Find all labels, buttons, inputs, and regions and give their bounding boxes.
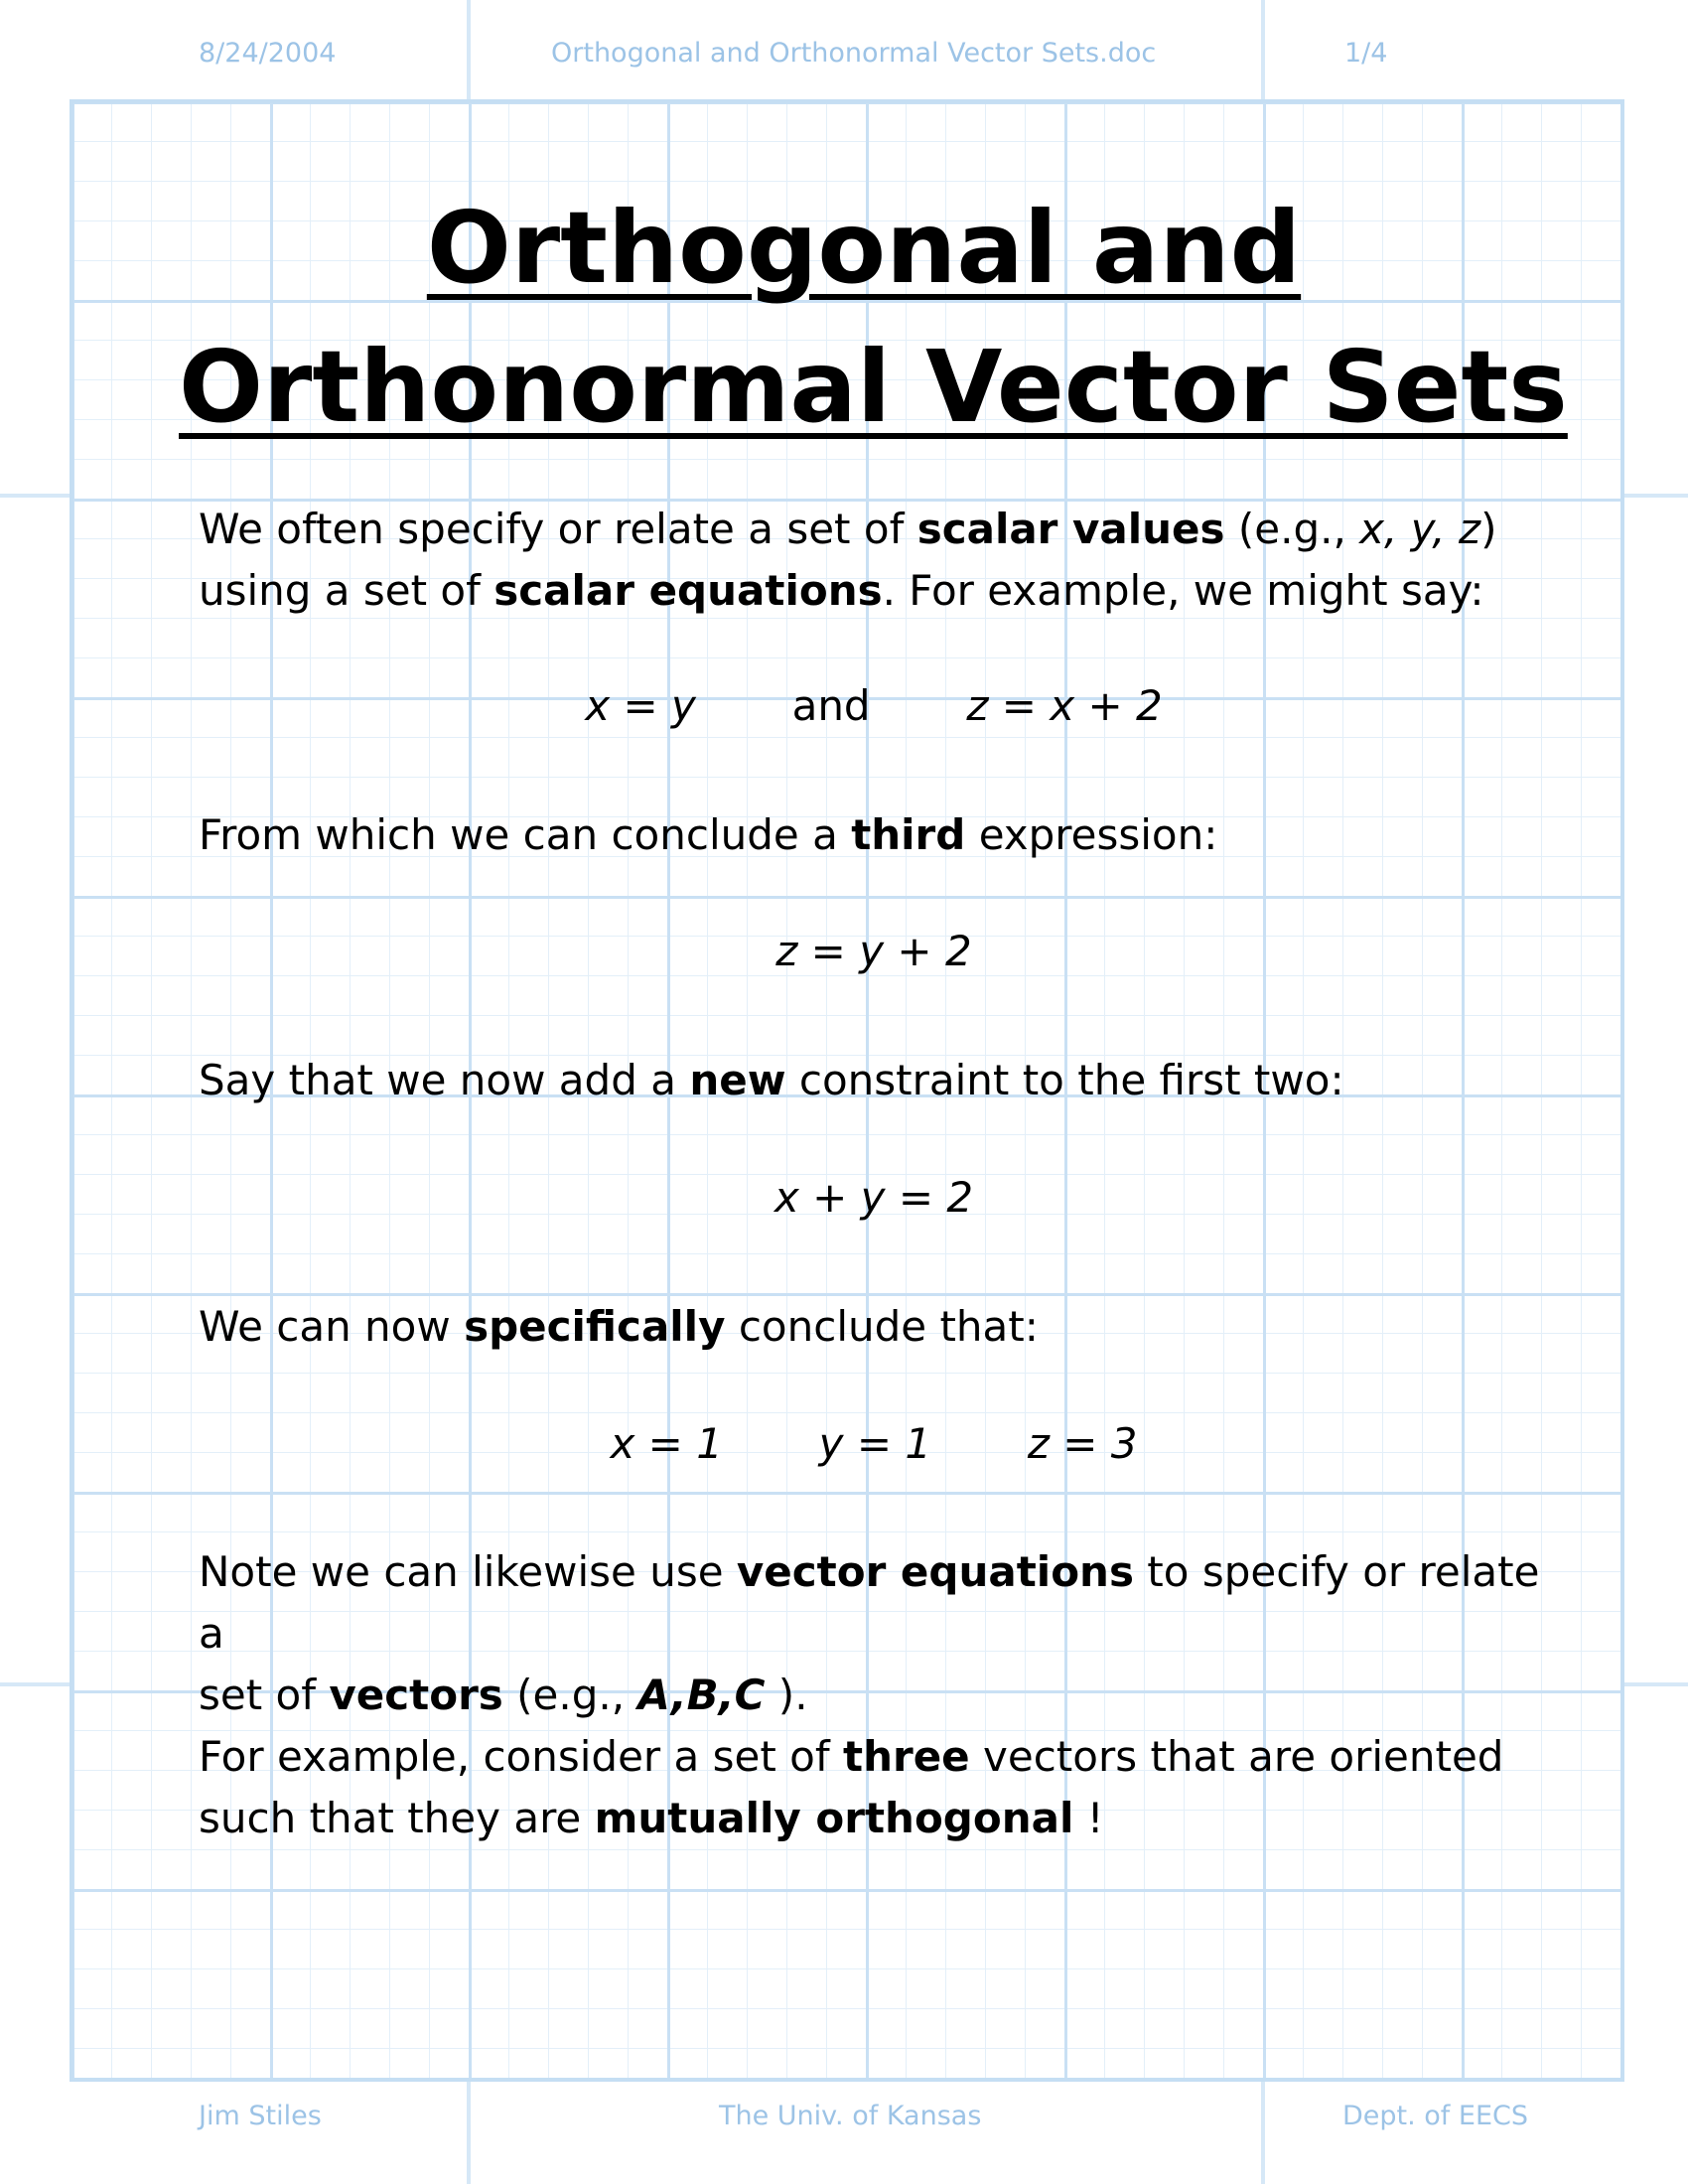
margin-rule: [1624, 494, 1688, 498]
text: For example, consider a set of: [199, 1732, 843, 1781]
bold-text: scalar equations: [493, 566, 883, 615]
bold-text: scalar values: [916, 505, 1225, 553]
equation-x-equals-y: x = y: [585, 681, 696, 730]
equation-2: [199, 927, 1549, 975]
equation-4: [199, 1419, 1549, 1468]
text: (e.g.,: [1224, 505, 1360, 553]
text: vectors that are oriented: [969, 1732, 1504, 1781]
footer-department: Dept. of EECS: [1342, 2101, 1529, 2131]
header-filename: Orthogonal and Orthonormal Vector Sets.doc: [551, 38, 1157, 69]
bold-text: three: [843, 1732, 970, 1781]
equation-1: [199, 681, 1549, 730]
equation-z-equals-x-plus-2: z = x + 2: [966, 681, 1163, 730]
equation-x-equals-1: x = 1: [610, 1419, 723, 1468]
text: . For example, we might say:: [882, 566, 1484, 615]
equation-z-equals-y-plus-2: z = y + 2: [775, 927, 972, 975]
equation-y-equals-1: y = 1: [818, 1419, 932, 1468]
paragraph-1: [199, 499, 1549, 622]
text: expression:: [965, 810, 1218, 859]
title-line-1: Orthogonal and: [426, 190, 1302, 306]
paragraph-2: [199, 804, 1549, 866]
equation-x-plus-y-equals-2: x + y = 2: [774, 1173, 974, 1222]
equation-3: [199, 1173, 1549, 1222]
header-page-number: 1/4: [1344, 38, 1388, 69]
text: We can now: [199, 1302, 465, 1351]
header-date: 8/24/2004: [199, 38, 337, 69]
text: constraint to the first two:: [785, 1056, 1344, 1104]
footer-divider: [1261, 2082, 1265, 2184]
text: We often specify or relate a set of: [199, 505, 917, 553]
bold-text: new: [689, 1056, 786, 1104]
text: to specify or relate a: [199, 1547, 1540, 1658]
margin-rule: [1624, 1682, 1688, 1686]
page-title: [179, 179, 1568, 457]
equation-joiner: and: [791, 681, 871, 730]
text: !: [1073, 1794, 1104, 1842]
bold-text: third: [851, 810, 966, 859]
margin-rule: [0, 1682, 70, 1686]
footer-institution: The Univ. of Kansas: [719, 2101, 982, 2131]
bold-text: mutually orthogonal: [594, 1794, 1074, 1842]
paragraph-6: [199, 1726, 1549, 1849]
vector-names: A,B,C: [637, 1671, 766, 1719]
equation-z-equals-3: z = 3: [1027, 1419, 1138, 1468]
header-divider: [1261, 0, 1265, 99]
bold-text: vector equations: [736, 1547, 1134, 1596]
text: (e.g.,: [502, 1671, 638, 1719]
text: set of: [199, 1671, 330, 1719]
text: Say that we now add a: [199, 1056, 690, 1104]
bold-text: vectors: [329, 1671, 503, 1719]
paragraph-3: [199, 1050, 1549, 1111]
text: such that they are: [199, 1794, 595, 1842]
margin-rule: [0, 494, 70, 498]
text: conclude that:: [725, 1302, 1039, 1351]
text: Note we can likewise use: [199, 1547, 737, 1596]
paragraph-5: [199, 1541, 1549, 1726]
bold-text: specifically: [464, 1302, 726, 1351]
paragraph-4: [199, 1296, 1549, 1358]
text: using a set of: [199, 566, 494, 615]
footer-author: Jim Stiles: [199, 2101, 322, 2131]
text: From which we can conclude a: [199, 810, 852, 859]
text: ).: [765, 1671, 808, 1719]
title-line-2: Orthonormal Vector Sets: [179, 329, 1568, 445]
footer-divider: [467, 2082, 471, 2184]
italic-text: x, y, z: [1359, 505, 1481, 553]
text: ): [1480, 505, 1497, 553]
header-divider: [467, 0, 471, 99]
document-content: [179, 179, 1568, 1842]
